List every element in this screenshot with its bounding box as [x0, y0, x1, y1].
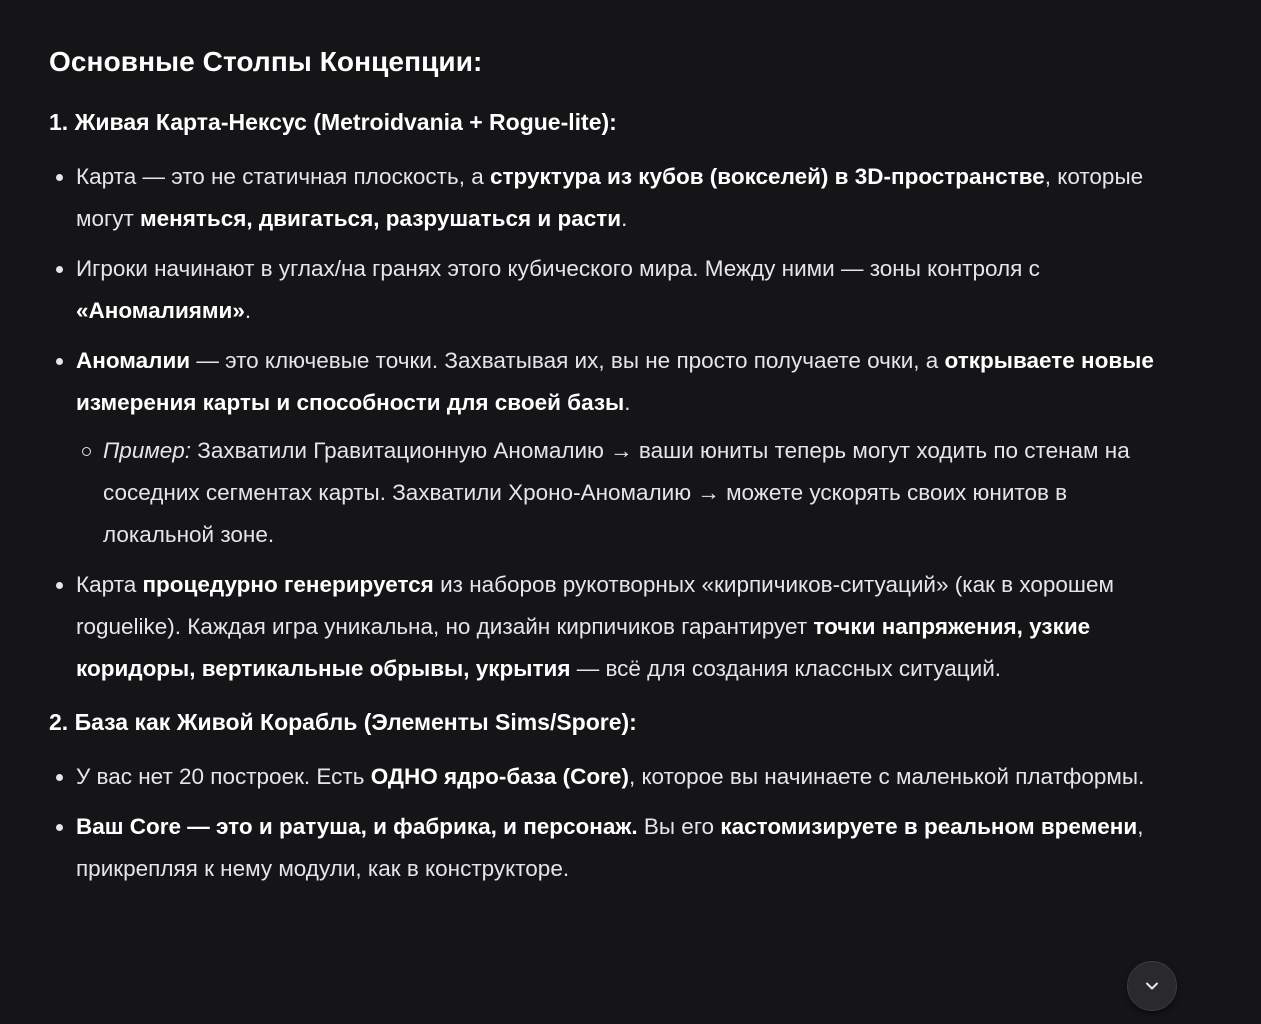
list-item	[49, 564, 1169, 690]
sub-list	[76, 430, 1169, 556]
text: , прикрепляя к нему модули, как в конструкторе.	[76, 814, 1144, 881]
text: .	[244, 298, 252, 323]
sub-list-item	[76, 430, 1169, 556]
bold-text: кастомизируете в реальном времени	[720, 814, 1138, 839]
list-item	[49, 340, 1169, 556]
text: — всё для создания классных ситуаций.	[570, 656, 1002, 681]
text: Карта	[76, 572, 143, 597]
text: Игроки начинают в углах/на гранях этого кубического мира. Между ними — зоны контроля с	[76, 256, 1040, 281]
section-1-list	[49, 156, 1169, 690]
text: , которые могут	[76, 164, 1144, 231]
bold-text: Аномалии	[76, 348, 191, 373]
text: У вас нет 20 построек. Есть	[76, 764, 371, 789]
bold-text: Ваш Core — это и ратуша, и фабрика, и персонаж.	[76, 814, 638, 839]
main-heading: Основные Столпы Концепции:	[49, 46, 483, 77]
scroll-to-bottom-button[interactable]	[1127, 961, 1177, 1011]
list-item	[49, 156, 1169, 240]
text: Карта — это не статичная плоскость, а	[76, 164, 490, 189]
list-item	[49, 806, 1169, 890]
text: .	[624, 390, 631, 415]
bold-text: «Аномалиями»	[76, 298, 245, 323]
chevron-down-icon	[1142, 976, 1162, 996]
list-item	[49, 248, 1169, 332]
text: , которое вы начинаете с маленькой платформы.	[628, 764, 1145, 789]
message-content	[49, 40, 1169, 898]
section-1-title: 1. Живая Карта-Нексус (Metroidvania + Rogue-lite):	[49, 109, 617, 135]
section-2-list	[49, 756, 1169, 890]
text: из наборов рукотворных «кирпичиков-ситуаций» (как в хорошем roguelike). Каждая игра уникальна, но дизайн кирпичиков гарантирует	[76, 572, 1114, 639]
text: Вы его	[637, 814, 721, 839]
bold-text: меняться, двигаться, разрушаться и расти	[140, 206, 622, 231]
bold-text: точки напряжения, узкие коридоры, вертикальные обрывы, укрытия	[76, 614, 1091, 681]
bold-text: процедурно генерируется	[142, 572, 434, 597]
bold-text: ОДНО ядро-база (Core)	[370, 764, 629, 789]
bold-text: структура из кубов (вокселей) в 3D-пространстве	[489, 164, 1045, 189]
text: .	[621, 206, 628, 231]
text: Захватили Гравитационную Аномалию → ваши юниты теперь могут ходить по стенам на соседних сегментах карты. Захватили Хроно-Аномалию → можете ускорять своих юнитов в локальной зоне.	[103, 438, 1130, 547]
bold-text: открываете новые измерения карты и способности для своей базы	[76, 348, 1154, 415]
list-item	[49, 756, 1169, 798]
italic-text: Пример:	[103, 438, 192, 463]
section-2-title: 2. База как Живой Корабль (Элементы Sims/Spore):	[49, 709, 637, 735]
text: — это ключевые точки. Захватывая их, вы не просто получаете очки, а	[190, 348, 945, 373]
